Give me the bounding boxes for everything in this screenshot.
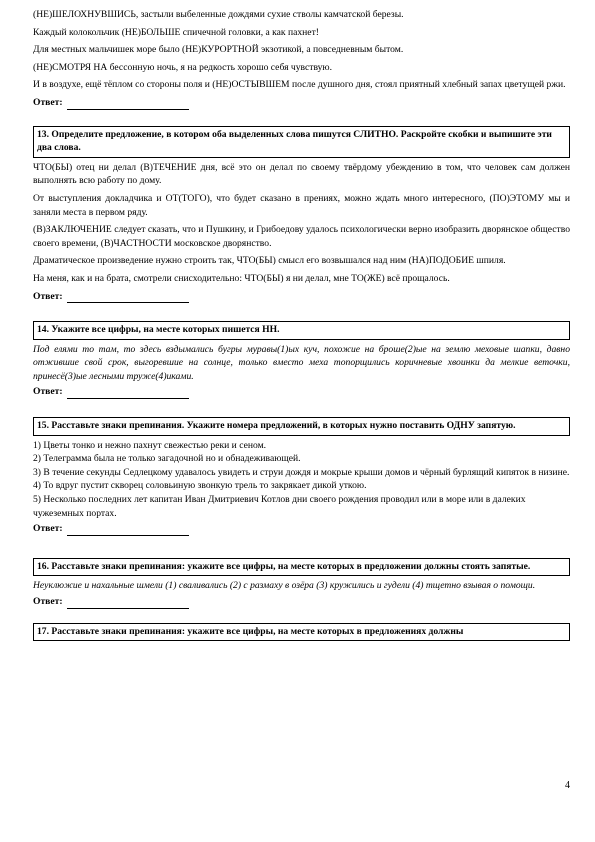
task16-text-block <box>33 579 570 593</box>
answer-blank[interactable] <box>67 388 189 399</box>
document-page <box>33 8 570 644</box>
task14-text: Под елями то там, то здесь вздымались бугры муравы(1)ых куч, похожие на броше(2)ые на землю меховые шапки, давно отжившие свой срок, выгоревшие на солнце, только вместо меха топорщились коричневые хвоинки да мелкие веточки, принесё(3)ые лесными тружe(4)иками. <box>33 343 570 382</box>
task13-prompt-box <box>33 126 570 158</box>
task14-text-block <box>33 343 570 384</box>
task16-text: Неуклюжие и нахальные шмели (1) сваливались (2) с размаху в озёра (3) кружились и гудели (4) тщетно взывая о помощи. <box>33 580 536 592</box>
answer-label: Ответ: <box>33 596 63 607</box>
sentence: И в воздухе, ещё тёплом со стороны поля и (НЕ)ОСТЫВШЕМ после душного дня, стоял приятный хлебный запах цветущей ржи. <box>33 79 566 91</box>
sentence: Драматическое произведение нужно строить так, ЧТО(БЫ) смысл его возвышался над ним (НА)ПОДОБИЕ шпиля. <box>33 255 506 267</box>
task15-items <box>33 439 570 521</box>
answer-label: Ответ: <box>33 290 63 302</box>
answer-line <box>33 385 570 399</box>
list-item: 5) Несколько последних лет капитан Иван Дмитриевич Котлов дни своего рождения проводил или в море или в далеких чужеземных портах. <box>33 494 526 519</box>
answer-blank[interactable] <box>67 525 189 536</box>
answer-blank[interactable] <box>67 598 189 609</box>
sentence: (В)ЗАКЛЮЧЕНИЕ следует сказать, что и Пушкину, и Грибоедову удалось психологически верно изобразить дворянское общество своего времени, (В)ЧАСТНОСТИ московское дворянство. <box>33 224 570 249</box>
task14-prompt-box <box>33 321 570 340</box>
task14-prompt: 14. Укажите все цифры, на месте которых пишется НН. <box>37 324 280 336</box>
task13-prompt: 13. Определите предложение, в котором оба выделенных слова пишутся СЛИТНО. Раскройте скобки и выпишите эти два слова. <box>37 128 552 154</box>
task12-sentences <box>33 8 570 92</box>
answer-line <box>33 290 570 304</box>
answer-label: Ответ: <box>33 96 63 108</box>
task17-prompt: 17. Расставьте знаки препинания: укажите все цифры, на месте которых в предложениях должны <box>37 625 464 637</box>
answer-label: Ответ: <box>33 386 63 398</box>
list-item: 4) То вдруг пустит скворец соловьиную звонкую трель то закрякает дикой уткою. <box>33 480 367 492</box>
sentence: ЧТО(БЫ) отец ни делал (В)ТЕЧЕНИЕ дня, всё это он делал по своему твёрдому убеждению в том, что человек сам должен выполнять всю работу по дому. <box>33 161 570 187</box>
sentence: Каждый колокольчик (НЕ)БОЛЬШЕ спичечной головки, а как пахнет! <box>33 26 319 38</box>
task15-prompt-box <box>33 417 570 436</box>
list-item: 1) Цветы тонко и нежно пахнут свежестью реки и сеном. <box>33 439 267 451</box>
answer-line <box>33 522 570 536</box>
sentence: (НЕ)СМОТРЯ НА бессонную ночь, я на редкость хорошо себя чувствую. <box>33 61 333 73</box>
page-number: 4 <box>565 780 570 791</box>
list-item: 2) Телеграмма была не только загадочной но и обнадеживающей. <box>33 453 301 465</box>
answer-line <box>33 595 570 609</box>
task17-prompt-box <box>33 623 570 642</box>
sentence: На меня, как и на брата, смотрели снисходительно: ЧТО(БЫ) я ни делал, мне ТО(ЖЕ) всё прощалось. <box>33 272 450 284</box>
sentence: Для местных мальчишек море было (НЕ)КУРОРТНОЙ экзотикой, а повседневным бытом. <box>33 44 404 56</box>
answer-blank[interactable] <box>67 99 189 110</box>
sentence: (НЕ)ШЕЛОХНУВШИСЬ, застыли выбеленные дождями сухие стволы камчатской березы. <box>33 9 404 20</box>
task16-prompt-box <box>33 558 570 577</box>
answer-blank[interactable] <box>67 292 189 303</box>
task13-sentences <box>33 161 570 286</box>
answer-line <box>33 96 570 110</box>
sentence: От выступления докладчика и ОТ(ТОГО), что будет сказано в прениях, можно ждать много интересного, (ПО)ЭТОМУ мы и заняли места в первом ряду. <box>33 192 570 218</box>
list-item: 3) В течение секунды Седлецкому удавалось увидеть и струи дождя и мокрые крыши домов и чёрный бурлящий кипяток в низине. <box>33 466 570 478</box>
answer-label: Ответ: <box>33 523 63 535</box>
task16-prompt: 16. Расставьте знаки препинания: укажите все цифры, на месте которых в предложении должны стоять запятые. <box>37 560 531 572</box>
task15-prompt: 15. Расставьте знаки препинания. Укажите номера предложений, в которых нужно поставить ОДНУ запятую. <box>37 420 516 432</box>
